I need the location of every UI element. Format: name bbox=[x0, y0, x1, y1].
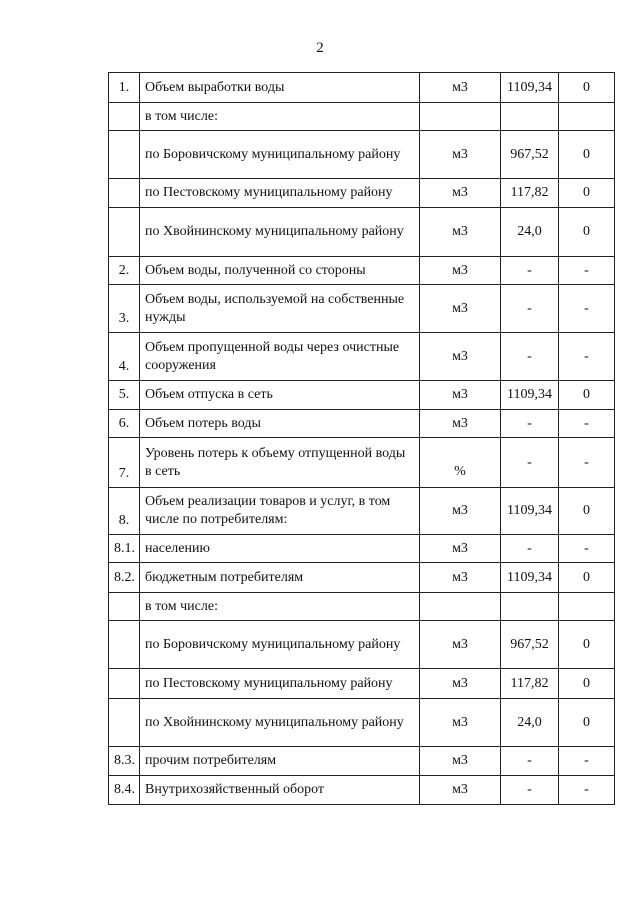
table-row bbox=[109, 776, 615, 805]
row-extra-value: - bbox=[559, 285, 615, 333]
row-number: 5. bbox=[109, 381, 140, 410]
row-extra-value: 0 bbox=[559, 179, 615, 208]
row-name: Объем воды, используемой на собственные нужды bbox=[140, 285, 420, 333]
row-number: 8.1. bbox=[109, 535, 140, 563]
row-name: Внутрихозяйственный оборот bbox=[140, 776, 420, 805]
row-extra-value: 0 bbox=[559, 73, 615, 103]
row-number: 2. bbox=[109, 257, 140, 285]
table-row bbox=[109, 488, 615, 535]
row-value: - bbox=[501, 747, 559, 776]
row-number bbox=[109, 621, 140, 669]
table-row bbox=[109, 179, 615, 208]
row-number: 1. bbox=[109, 73, 140, 103]
row-value: 1109,34 bbox=[501, 563, 559, 593]
row-extra-value: - bbox=[559, 438, 615, 488]
row-value: 24,0 bbox=[501, 208, 559, 257]
row-name: Объем выработки воды bbox=[140, 73, 420, 103]
row-value bbox=[501, 103, 559, 131]
row-value: 24,0 bbox=[501, 699, 559, 747]
row-number: 7. bbox=[109, 438, 140, 488]
row-extra-value: 0 bbox=[559, 621, 615, 669]
row-unit: м3 bbox=[420, 776, 501, 805]
row-number bbox=[109, 699, 140, 747]
row-name: Объем потерь воды bbox=[140, 410, 420, 438]
row-value: 117,82 bbox=[501, 669, 559, 699]
row-name: Объем реализации товаров и услуг, в том числе по потребителям: bbox=[140, 488, 420, 535]
table-row bbox=[109, 621, 615, 669]
row-unit: м3 bbox=[420, 699, 501, 747]
row-unit: м3 bbox=[420, 179, 501, 208]
row-name: по Пестовскому муниципальному району bbox=[140, 179, 420, 208]
row-value: 1109,34 bbox=[501, 381, 559, 410]
row-name: в том числе: bbox=[140, 593, 420, 621]
row-extra-value: 0 bbox=[559, 699, 615, 747]
row-value: - bbox=[501, 535, 559, 563]
row-name: по Хвойнинскому муниципальному району bbox=[140, 208, 420, 257]
row-unit: м3 bbox=[420, 285, 501, 333]
row-extra-value: 0 bbox=[559, 669, 615, 699]
row-name: прочим потребителям bbox=[140, 747, 420, 776]
table-row bbox=[109, 410, 615, 438]
row-unit: м3 bbox=[420, 73, 501, 103]
row-name: Объем пропущенной воды через очистные сооружения bbox=[140, 333, 420, 381]
table-row bbox=[109, 208, 615, 257]
row-name: по Боровичскому муниципальному району bbox=[140, 131, 420, 179]
row-name: бюджетным потребителям bbox=[140, 563, 420, 593]
row-unit: м3 bbox=[420, 333, 501, 381]
row-value: 117,82 bbox=[501, 179, 559, 208]
row-number: 8.2. bbox=[109, 563, 140, 593]
row-number bbox=[109, 103, 140, 131]
row-extra-value: - bbox=[559, 535, 615, 563]
table-row bbox=[109, 285, 615, 333]
row-value: - bbox=[501, 410, 559, 438]
row-value bbox=[501, 593, 559, 621]
row-unit: м3 bbox=[420, 410, 501, 438]
row-number: 4. bbox=[109, 333, 140, 381]
row-number: 8.4. bbox=[109, 776, 140, 805]
row-number: 3. bbox=[109, 285, 140, 333]
row-name: по Боровичскому муниципальному району bbox=[140, 621, 420, 669]
row-extra-value: 0 bbox=[559, 563, 615, 593]
row-name: Объем воды, полученной со стороны bbox=[140, 257, 420, 285]
row-extra-value bbox=[559, 103, 615, 131]
row-value: - bbox=[501, 285, 559, 333]
row-extra-value: - bbox=[559, 410, 615, 438]
row-name: Уровень потерь к объему отпущенной воды в сеть bbox=[140, 438, 420, 488]
row-number: 6. bbox=[109, 410, 140, 438]
table-row bbox=[109, 381, 615, 410]
row-extra-value: - bbox=[559, 747, 615, 776]
row-name: населению bbox=[140, 535, 420, 563]
row-unit: м3 bbox=[420, 669, 501, 699]
table-row bbox=[109, 669, 615, 699]
row-value: 1109,34 bbox=[501, 488, 559, 535]
row-extra-value: - bbox=[559, 257, 615, 285]
row-unit bbox=[420, 593, 501, 621]
row-name: по Пестовскому муниципальному району bbox=[140, 669, 420, 699]
row-value: 967,52 bbox=[501, 621, 559, 669]
row-name: по Хвойнинскому муниципальному району bbox=[140, 699, 420, 747]
row-unit: м3 bbox=[420, 621, 501, 669]
row-value: - bbox=[501, 776, 559, 805]
row-extra-value: 0 bbox=[559, 208, 615, 257]
table-row bbox=[109, 593, 615, 621]
row-unit: м3 bbox=[420, 208, 501, 257]
row-number bbox=[109, 593, 140, 621]
row-unit: м3 bbox=[420, 563, 501, 593]
row-name: в том числе: bbox=[140, 103, 420, 131]
row-number: 8. bbox=[109, 488, 140, 535]
table-row bbox=[109, 438, 615, 488]
row-value: - bbox=[501, 438, 559, 488]
row-unit: м3 bbox=[420, 535, 501, 563]
row-name: Объем отпуска в сеть bbox=[140, 381, 420, 410]
table-row bbox=[109, 333, 615, 381]
table-row bbox=[109, 73, 615, 103]
table-row bbox=[109, 131, 615, 179]
row-number: 8.3. bbox=[109, 747, 140, 776]
row-value: 967,52 bbox=[501, 131, 559, 179]
row-extra-value: 0 bbox=[559, 488, 615, 535]
table-row bbox=[109, 257, 615, 285]
row-extra-value bbox=[559, 593, 615, 621]
row-number bbox=[109, 179, 140, 208]
row-extra-value: - bbox=[559, 333, 615, 381]
row-value: - bbox=[501, 257, 559, 285]
row-number bbox=[109, 208, 140, 257]
row-unit: % bbox=[420, 438, 501, 488]
row-unit: м3 bbox=[420, 488, 501, 535]
row-number bbox=[109, 131, 140, 179]
page-number: 2 bbox=[316, 40, 324, 56]
row-value: - bbox=[501, 333, 559, 381]
row-extra-value: 0 bbox=[559, 131, 615, 179]
table-row bbox=[109, 535, 615, 563]
row-unit: м3 bbox=[420, 131, 501, 179]
row-value: 1109,34 bbox=[501, 73, 559, 103]
table-row bbox=[109, 699, 615, 747]
row-extra-value: 0 bbox=[559, 381, 615, 410]
water-balance-table bbox=[108, 72, 615, 805]
row-unit: м3 bbox=[420, 747, 501, 776]
row-number bbox=[109, 669, 140, 699]
row-unit bbox=[420, 103, 501, 131]
table-row bbox=[109, 747, 615, 776]
row-unit: м3 bbox=[420, 257, 501, 285]
row-extra-value: - bbox=[559, 776, 615, 805]
row-unit: м3 bbox=[420, 381, 501, 410]
table-row bbox=[109, 563, 615, 593]
table-row bbox=[109, 103, 615, 131]
